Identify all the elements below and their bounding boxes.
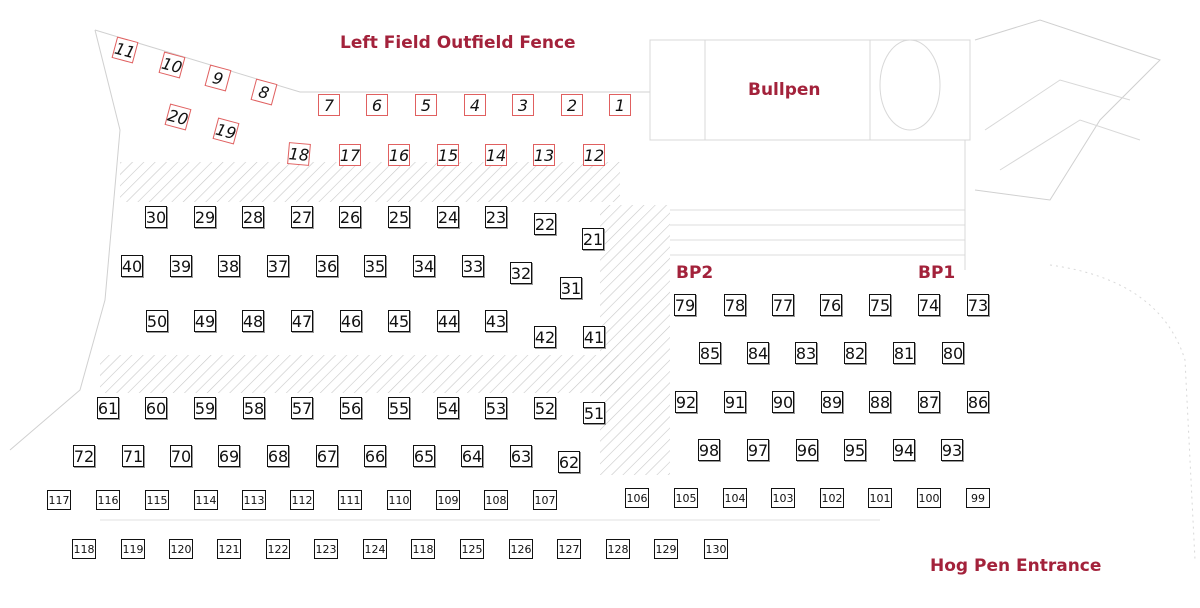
parking-spot-20[interactable]: 20	[165, 105, 191, 129]
parking-spot-118[interactable]: 118	[72, 539, 96, 559]
parking-spot-43[interactable]: 43	[485, 311, 507, 331]
hatched-lane-middle	[100, 355, 620, 393]
parking-spot-114[interactable]: 114	[194, 490, 218, 510]
bullpen-label: Bullpen	[748, 80, 821, 100]
parking-spot-125[interactable]: 125	[460, 539, 484, 559]
parking-spot-128[interactable]: 128	[606, 539, 630, 559]
parking-spot-109[interactable]: 109	[436, 490, 460, 510]
parking-spot-66[interactable]: 66	[364, 446, 386, 466]
parking-spot-28[interactable]: 28	[242, 207, 264, 227]
parking-spot-84[interactable]: 84	[747, 343, 769, 363]
parking-spot-112[interactable]: 112	[290, 490, 314, 510]
parking-spot-38[interactable]: 38	[218, 256, 240, 276]
parking-spot-50[interactable]: 50	[146, 311, 168, 331]
parking-spot-81[interactable]: 81	[893, 343, 915, 363]
parking-spot-36[interactable]: 36	[316, 256, 338, 276]
parking-spot-113[interactable]: 113	[242, 490, 266, 510]
parking-spot-89[interactable]: 89	[821, 392, 843, 412]
parking-spot-64[interactable]: 64	[461, 446, 483, 466]
parking-spot-24[interactable]: 24	[437, 207, 459, 227]
parking-spot-88[interactable]: 88	[869, 392, 891, 412]
parking-spot-96[interactable]: 96	[796, 440, 818, 460]
parking-spot-119[interactable]: 119	[121, 539, 145, 559]
parking-spot-7[interactable]: 7	[318, 94, 340, 116]
parking-spot-106[interactable]: 106	[625, 488, 649, 508]
parking-spot-55[interactable]: 55	[388, 398, 410, 418]
parking-spot-40[interactable]: 40	[121, 256, 143, 276]
parking-spot-37[interactable]: 37	[267, 256, 289, 276]
entrance-path	[1050, 265, 1195, 560]
parking-spot-111[interactable]: 111	[338, 490, 362, 510]
parking-spot-99[interactable]: 99	[966, 488, 990, 508]
parking-spot-75[interactable]: 75	[869, 295, 891, 315]
parking-spot-67[interactable]: 67	[316, 446, 338, 466]
parking-spot-16[interactable]: 16	[388, 145, 410, 165]
parking-spot-100[interactable]: 100	[917, 488, 941, 508]
parking-spot-2[interactable]: 2	[561, 94, 583, 116]
parking-spot-10[interactable]: 10	[159, 53, 185, 77]
parking-spot-102[interactable]: 102	[820, 488, 844, 508]
bp1-label: BP1	[918, 263, 956, 283]
parking-spot-104[interactable]: 104	[723, 488, 747, 508]
parking-spot-58[interactable]: 58	[243, 398, 265, 418]
parking-spot-48[interactable]: 48	[242, 311, 264, 331]
parking-spot-9[interactable]: 9	[205, 65, 232, 92]
parking-spot-71[interactable]: 71	[122, 446, 144, 466]
parking-spot-19[interactable]: 19	[213, 119, 239, 143]
parking-spot-57[interactable]: 57	[291, 398, 313, 418]
hatched-lane-right	[600, 205, 670, 475]
parking-spot-68[interactable]: 68	[267, 446, 289, 466]
parking-spot-116[interactable]: 116	[96, 490, 120, 510]
parking-spot-103[interactable]: 103	[771, 488, 795, 508]
parking-spot-90[interactable]: 90	[772, 392, 794, 412]
parking-spot-23[interactable]: 23	[485, 207, 507, 227]
parking-spot-87[interactable]: 87	[918, 392, 940, 412]
parking-spot-29[interactable]: 29	[194, 207, 216, 227]
parking-spot-25[interactable]: 25	[388, 207, 410, 227]
parking-spot-108[interactable]: 108	[484, 490, 508, 510]
parking-spot-12[interactable]: 12	[583, 145, 605, 165]
parking-spot-51[interactable]: 51	[583, 403, 605, 423]
parking-spot-59[interactable]: 59	[194, 398, 216, 418]
parking-spot-79[interactable]: 79	[674, 295, 696, 315]
parking-spot-115[interactable]: 115	[145, 490, 169, 510]
parking-spot-126[interactable]: 126	[509, 539, 533, 559]
parking-spot-78[interactable]: 78	[724, 295, 746, 315]
parking-spot-14[interactable]: 14	[485, 145, 507, 165]
parking-spot-6[interactable]: 6	[366, 94, 388, 116]
stadium-outline	[975, 20, 1160, 200]
parking-spot-127[interactable]: 127	[557, 539, 581, 559]
parking-spot-33[interactable]: 33	[462, 256, 484, 276]
bp2-label: BP2	[676, 263, 714, 283]
parking-spot-83[interactable]: 83	[795, 343, 817, 363]
parking-spot-117[interactable]: 117	[47, 490, 71, 510]
parking-spot-70[interactable]: 70	[170, 446, 192, 466]
parking-spot-62[interactable]: 62	[558, 452, 580, 472]
parking-spot-110[interactable]: 110	[387, 490, 411, 510]
parking-spot-44[interactable]: 44	[437, 311, 459, 331]
parking-spot-122[interactable]: 122	[266, 539, 290, 559]
parking-spot-118[interactable]: 118	[411, 539, 435, 559]
parking-spot-31[interactable]: 31	[560, 278, 582, 298]
parking-spot-30[interactable]: 30	[145, 207, 167, 227]
parking-spot-129[interactable]: 129	[654, 539, 678, 559]
parking-spot-54[interactable]: 54	[437, 398, 459, 418]
parking-spot-82[interactable]: 82	[844, 343, 866, 363]
parking-spot-77[interactable]: 77	[772, 295, 794, 315]
entrance-label: Hog Pen Entrance	[930, 556, 1102, 576]
parking-spot-92[interactable]: 92	[675, 392, 697, 412]
hatched-lane-upper	[120, 162, 620, 202]
parking-spot-101[interactable]: 101	[868, 488, 892, 508]
parking-spot-61[interactable]: 61	[97, 398, 119, 418]
parking-spot-11[interactable]: 11	[112, 38, 138, 62]
parking-spot-3[interactable]: 3	[512, 94, 534, 116]
parking-spot-69[interactable]: 69	[218, 446, 240, 466]
parking-spot-76[interactable]: 76	[820, 295, 842, 315]
parking-spot-98[interactable]: 98	[698, 440, 720, 460]
parking-spot-124[interactable]: 124	[363, 539, 387, 559]
parking-spot-53[interactable]: 53	[485, 398, 507, 418]
parking-spot-121[interactable]: 121	[217, 539, 241, 559]
parking-spot-26[interactable]: 26	[339, 207, 361, 227]
parking-spot-97[interactable]: 97	[747, 440, 769, 460]
parking-spot-45[interactable]: 45	[388, 311, 410, 331]
parking-spot-72[interactable]: 72	[73, 446, 95, 466]
parking-spot-39[interactable]: 39	[170, 256, 192, 276]
parking-spot-4[interactable]: 4	[464, 94, 486, 116]
parking-spot-73[interactable]: 73	[967, 295, 989, 315]
parking-spot-35[interactable]: 35	[364, 256, 386, 276]
parking-spot-1[interactable]: 1	[609, 94, 631, 116]
parking-spot-34[interactable]: 34	[413, 256, 435, 276]
parking-spot-18[interactable]: 18	[288, 143, 310, 165]
parking-spot-8[interactable]: 8	[251, 79, 278, 106]
parking-spot-41[interactable]: 41	[583, 327, 605, 347]
parking-spot-74[interactable]: 74	[918, 295, 940, 315]
parking-spot-130[interactable]: 130	[704, 539, 728, 559]
parking-spot-5[interactable]: 5	[415, 94, 437, 116]
parking-spot-123[interactable]: 123	[314, 539, 338, 559]
parking-spot-47[interactable]: 47	[291, 311, 313, 331]
parking-spot-52[interactable]: 52	[534, 398, 556, 418]
parking-spot-95[interactable]: 95	[844, 440, 866, 460]
parking-spot-46[interactable]: 46	[340, 311, 362, 331]
parking-spot-105[interactable]: 105	[674, 488, 698, 508]
parking-spot-93[interactable]: 93	[941, 440, 963, 460]
parking-spot-56[interactable]: 56	[340, 398, 362, 418]
parking-spot-27[interactable]: 27	[291, 207, 313, 227]
parking-spot-65[interactable]: 65	[413, 446, 435, 466]
parking-spot-15[interactable]: 15	[437, 145, 459, 165]
parking-spot-49[interactable]: 49	[194, 311, 216, 331]
parking-spot-94[interactable]: 94	[893, 440, 915, 460]
parking-spot-86[interactable]: 86	[967, 392, 989, 412]
parking-spot-42[interactable]: 42	[534, 327, 556, 347]
parking-spot-21[interactable]: 21	[582, 229, 604, 249]
parking-spot-22[interactable]: 22	[534, 214, 556, 234]
parking-spot-91[interactable]: 91	[724, 392, 746, 412]
parking-spot-13[interactable]: 13	[533, 145, 555, 165]
parking-spot-63[interactable]: 63	[510, 446, 532, 466]
parking-spot-60[interactable]: 60	[145, 398, 167, 418]
parking-spot-85[interactable]: 85	[699, 343, 721, 363]
parking-spot-17[interactable]: 17	[339, 145, 361, 165]
parking-spot-120[interactable]: 120	[169, 539, 193, 559]
parking-spot-107[interactable]: 107	[533, 490, 557, 510]
fence-label: Left Field Outfield Fence	[340, 33, 576, 53]
parking-spot-32[interactable]: 32	[510, 263, 532, 283]
bullpen-track	[880, 40, 940, 130]
parking-spot-80[interactable]: 80	[942, 343, 964, 363]
